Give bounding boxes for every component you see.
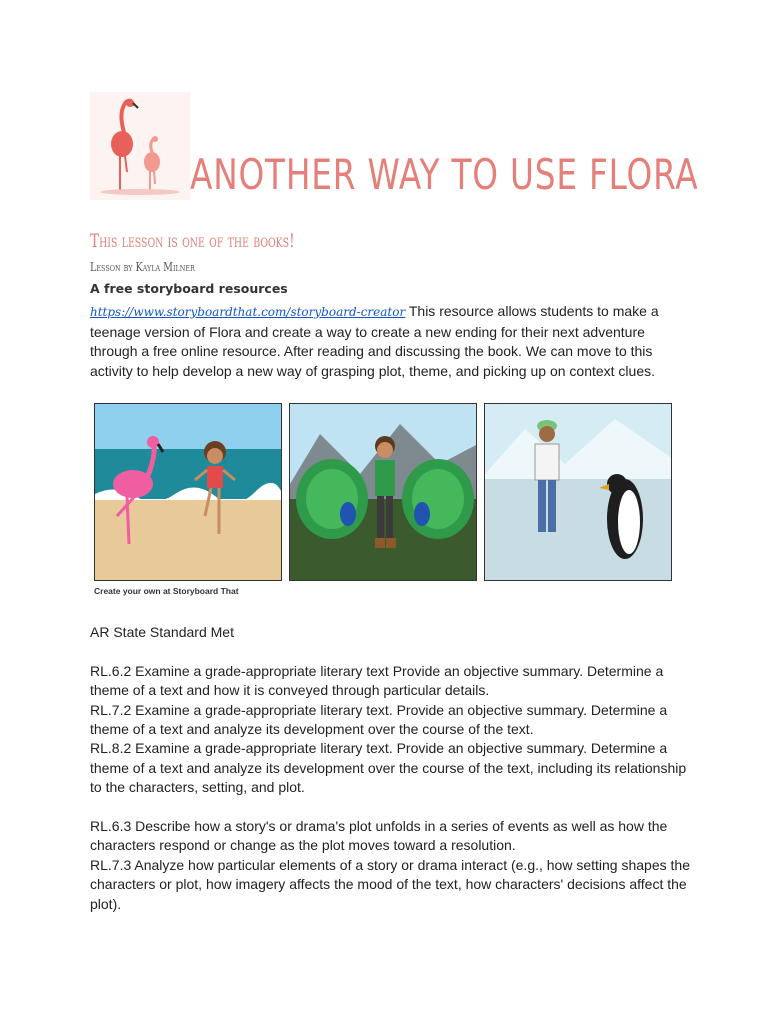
storyboard-link[interactable]: https://www.storyboardthat.com/storyboard-creator [90,305,406,319]
standard-item: RL.7.3 Analyze how particular elements of a story or drama interact (e.g., how setting shapes the characters or plot, how imagery affects the mood of the text, how characters' decisions affect the plot). [90,856,690,912]
storyboard-caption: Create your own at Storyboard That [94,586,239,596]
lesson-subtitle: This lesson is one of the books! [90,230,295,252]
storyboard-panel-peacocks [289,403,477,581]
standard-item: RL.8.2 Examine a grade-appropriate literary text. Provide an objective summary. Determine a theme of a text and analyze its development over the course of the text, including its relationship to the characters, setting, and plot. [90,740,687,796]
standard-item: RL.6.2 Examine a grade-appropriate literary text Provide an objective summary. Determine a theme of a text and how it is conveyed through particular details. [90,662,664,699]
lesson-byline: Lesson by Kayla Milner [90,260,195,274]
flamingo-logo-icon [90,92,190,200]
storyboard-panel-beach [94,403,282,581]
standards-section [90,623,690,914]
page-title: ANOTHER WAY TO USE FLORA [190,150,699,199]
section-heading: A free storyboard resources [90,281,288,296]
intro-paragraph [90,302,690,381]
storyboard-panel-snow [484,403,672,581]
storyboard-image [94,403,680,601]
intro-text: This resource allows students to make a teenage version of Flora and create a way to create a new ending for their next adventure through a free online resource. After reading and discussing the book. We can move to this activity to help develop a new way of grasping plot, theme, and picking up on context clues. [90,303,659,379]
standard-item: RL.7.2 Examine a grade-appropriate literary text. Provide an objective summary. Determine a theme of a text and analyze its development over the course of the text. [90,701,668,738]
standard-item: RL.6.3 Describe how a story's or drama's plot unfolds in a series of events as well as how the characters respond or change as the plot moves toward a resolution. [90,818,668,854]
standards-heading: AR State Standard Met [90,624,234,640]
